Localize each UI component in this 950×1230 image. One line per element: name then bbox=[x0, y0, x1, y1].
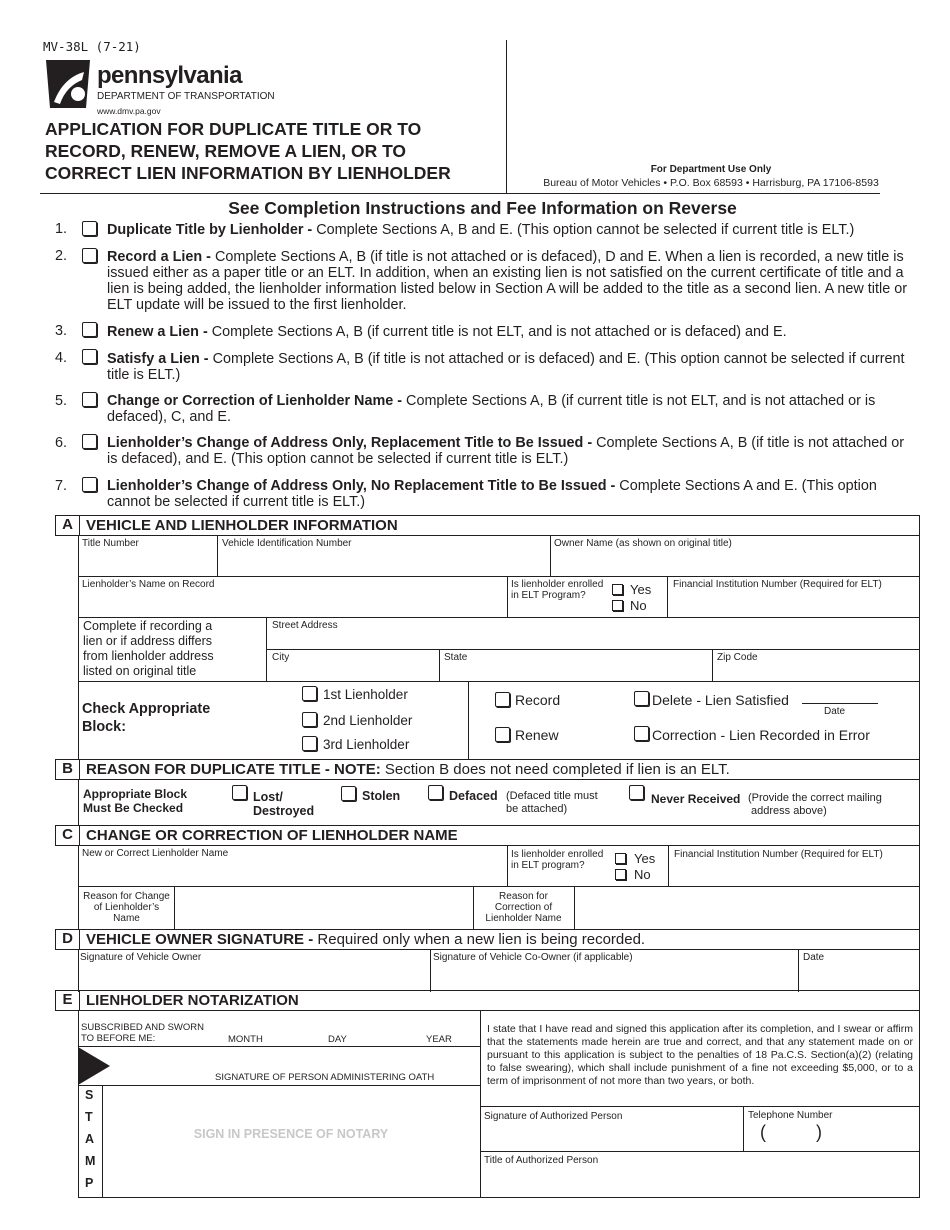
section-c-letter: C bbox=[56, 825, 80, 846]
city-field[interactable] bbox=[267, 663, 438, 680]
stolen-label: Stolen bbox=[362, 789, 401, 803]
lost-destroyed-checkbox[interactable] bbox=[232, 785, 247, 800]
telephone-label: Telephone Number bbox=[748, 1110, 833, 1121]
owner-signature-label: Signature of Vehicle Owner bbox=[80, 952, 202, 963]
oath-signature-label: SIGNATURE OF PERSON ADMINISTERING OATH bbox=[215, 1072, 435, 1083]
owner-name-label: Owner Name (as shown on original title) bbox=[554, 538, 732, 549]
stamp-letter-p: P bbox=[85, 1176, 94, 1190]
never-received-checkbox[interactable] bbox=[629, 785, 644, 800]
option-5-checkbox[interactable] bbox=[82, 392, 97, 407]
street-field[interactable] bbox=[267, 632, 918, 649]
option-2-number: 2. bbox=[55, 248, 68, 264]
third-lienholder-label: 3rd Lienholder bbox=[323, 737, 410, 752]
option-1-checkbox[interactable] bbox=[82, 221, 97, 236]
form-title: APPLICATION FOR DUPLICATE TITLE OR TO RECORD, RENEW, REMOVE A LIEN, OR TO CORRECT LIEN INFORMATION BY LIENHOLDER bbox=[45, 119, 451, 183]
appropriate-block-label: Appropriate Block Must Be Checked bbox=[83, 787, 188, 815]
option-2-text: Record a Lien - Complete Sections A, B (if title is not attached or is defaced), D and E. When a lien is recorded, a new title is issued either as a paper title or an ELT. In addition, when an existing lien is not satisfied on the current certificate of title and a lien is being added, the lienholder information listed below in Section A will be added to the title as a second lien. A new title or ELT update will be issued to the first lienholder. bbox=[107, 249, 907, 313]
first-lienholder-label: 1st Lienholder bbox=[323, 687, 408, 702]
lost-destroyed-label: Lost/ Destroyed bbox=[253, 790, 315, 818]
option-3-text: Renew a Lien - Complete Sections A, B (if current title is not ELT, and is not attached or is defaced) and E. bbox=[107, 324, 787, 340]
state-label: State bbox=[444, 652, 468, 663]
never-received-label: Never Received bbox=[651, 792, 741, 806]
stamp-letter-m: M bbox=[85, 1154, 96, 1168]
elt-no-checkbox-c[interactable] bbox=[615, 869, 626, 880]
brand-name: pennsylvania bbox=[97, 62, 242, 89]
section-b-header bbox=[55, 759, 920, 780]
section-e-title: LIENHOLDER NOTARIZATION bbox=[86, 992, 299, 1009]
check-appropriate-block-label: Check Appropriate Block: bbox=[82, 701, 211, 735]
option-6-text: Lienholder’s Change of Address Only, Replacement Title to Be Issued - Complete Sections A, B (if title is not attached or is defaced), and E. (This option cannot be selected if current title is ELT.) bbox=[107, 435, 905, 467]
day-label: DAY bbox=[328, 1034, 347, 1045]
section-a-letter: A bbox=[56, 515, 80, 536]
stolen-checkbox[interactable] bbox=[341, 786, 356, 801]
instructions-title: See Completion Instructions and Fee Information on Reverse bbox=[228, 198, 737, 218]
lienholder-name-field[interactable] bbox=[79, 591, 506, 617]
elt-question-c: Is lienholder enrolled in ELT program? bbox=[511, 849, 604, 871]
sworn-statement: I state that I have read and signed this application after its completion, and I swear or affirm that the statements made herein are true and correct, and that any statement made on or pursuant to this application is subject to the penalties of 18 Pa.C.S. Section(a)(2) (relating to false swearing), which shall include punishment of a fine not exceeding $5,000, or to a term of imprisonment of not more than two years, or both. bbox=[487, 1023, 913, 1087]
delete-lien-checkbox[interactable] bbox=[634, 691, 649, 706]
authorized-title-label: Title of Authorized Person bbox=[484, 1155, 599, 1166]
first-lienholder-checkbox[interactable] bbox=[302, 686, 317, 701]
option-4-number: 4. bbox=[55, 350, 68, 366]
coowner-signature-label: Signature of Vehicle Co-Owner (if applicable) bbox=[433, 952, 633, 963]
new-lienholder-name-label: New or Correct Lienholder Name bbox=[82, 848, 229, 859]
authorized-title-field[interactable] bbox=[481, 1167, 918, 1196]
department-use-label: For Department Use Only bbox=[650, 164, 772, 175]
record-label: Record bbox=[515, 692, 561, 708]
financial-number-label-c: Financial Institution Number (Required for ELT) bbox=[674, 849, 883, 860]
elt-no-label-a: No bbox=[630, 598, 647, 613]
lienholder-name-label: Lienholder’s Name on Record bbox=[82, 579, 215, 590]
section-c-header bbox=[55, 825, 920, 846]
option-7-text: Lienholder’s Change of Address Only, No Replacement Title to Be Issued - Complete Sections A and E. (This option cannot be selected if current title is ELT.) bbox=[107, 478, 877, 510]
stamp-letter-t: T bbox=[85, 1110, 93, 1124]
financial-number-field-a[interactable] bbox=[668, 591, 918, 617]
elt-question-a: Is lienholder enrolled in ELT Program? bbox=[511, 579, 604, 601]
option-7-checkbox[interactable] bbox=[82, 477, 97, 492]
department-name: DEPARTMENT OF TRANSPORTATION bbox=[97, 91, 275, 102]
new-lienholder-name-field[interactable] bbox=[79, 860, 506, 885]
sworn-label: SUBSCRIBED AND SWORN TO BEFORE ME: bbox=[81, 1022, 204, 1044]
defaced-checkbox[interactable] bbox=[428, 785, 443, 800]
form-id: MV-38L (7-21) bbox=[43, 39, 141, 54]
option-6-number: 6. bbox=[55, 435, 68, 451]
vin-label: Vehicle Identification Number bbox=[222, 538, 352, 549]
delete-date-field[interactable] bbox=[802, 703, 878, 704]
section-d-header bbox=[55, 929, 920, 950]
financial-number-field-c[interactable] bbox=[669, 860, 918, 885]
section-d-letter: D bbox=[56, 929, 80, 950]
department-address: Bureau of Motor Vehicles • P.O. Box 68593 • Harrisburg, PA 17106-8593 bbox=[543, 177, 879, 189]
delete-date-label: Date bbox=[824, 706, 846, 717]
section-a-header bbox=[55, 515, 920, 536]
elt-no-checkbox-a[interactable] bbox=[612, 600, 623, 611]
option-5-number: 5. bbox=[55, 393, 68, 409]
owner-date-field[interactable] bbox=[799, 964, 918, 990]
reason-change-label: Reason for Change of Lienholder’s Name bbox=[83, 891, 170, 924]
option-4-checkbox[interactable] bbox=[82, 349, 97, 364]
section-e-header bbox=[55, 990, 920, 1011]
state-field[interactable] bbox=[440, 663, 711, 680]
year-label: YEAR bbox=[426, 1034, 452, 1045]
option-3-number: 3. bbox=[55, 323, 68, 339]
option-1-text: Duplicate Title by Lienholder - Complete Sections A, B and E. (This option cannot be selected if current title is ELT.) bbox=[107, 222, 855, 238]
zip-label: Zip Code bbox=[717, 652, 758, 663]
section-e-letter: E bbox=[56, 990, 80, 1011]
section-b-letter: B bbox=[56, 759, 80, 780]
financial-number-label-a: Financial Institution Number (Required for ELT) bbox=[673, 579, 882, 590]
arrow-icon bbox=[78, 1047, 112, 1085]
section-b-title: REASON FOR DUPLICATE TITLE - NOTE: Section B does not need completed if lien is an ELT. bbox=[86, 761, 730, 778]
street-label: Street Address bbox=[272, 620, 338, 631]
correction-lien-checkbox[interactable] bbox=[634, 726, 649, 741]
elt-yes-label-c: Yes bbox=[634, 851, 656, 866]
option-5-text: Change or Correction of Lienholder Name - Complete Sections A, B (if current title is not ELT, and is not attached or is defaced), C, and E. bbox=[107, 393, 876, 425]
section-c-title: CHANGE OR CORRECTION OF LIENHOLDER NAME bbox=[86, 827, 458, 844]
correction-lien-label: Correction - Lien Recorded in Error bbox=[652, 727, 870, 743]
option-7-number: 7. bbox=[55, 478, 68, 494]
delete-lien-label: Delete - Lien Satisfied bbox=[652, 692, 789, 708]
renew-label: Renew bbox=[515, 727, 559, 743]
elt-yes-checkbox-c[interactable] bbox=[615, 853, 626, 864]
oath-signature-field[interactable] bbox=[112, 1048, 478, 1070]
never-received-note: (Provide the correct mailing address above) bbox=[748, 792, 882, 817]
notary-instruction: SIGN IN PRESENCE OF NOTARY bbox=[193, 1127, 389, 1141]
option-2-checkbox[interactable] bbox=[82, 248, 97, 263]
authorized-signature-field[interactable] bbox=[481, 1123, 742, 1150]
website: www.dmv.pa.gov bbox=[97, 106, 161, 116]
elt-yes-checkbox-a[interactable] bbox=[612, 584, 623, 595]
zip-field[interactable] bbox=[713, 663, 918, 680]
owner-date-label: Date bbox=[803, 952, 825, 963]
second-lienholder-checkbox[interactable] bbox=[302, 712, 317, 727]
reason-correction-field[interactable] bbox=[575, 887, 918, 929]
record-checkbox[interactable] bbox=[495, 692, 510, 707]
second-lienholder-label: 2nd Lienholder bbox=[323, 713, 413, 728]
option-6-checkbox[interactable] bbox=[82, 434, 97, 449]
option-3-checkbox[interactable] bbox=[82, 322, 97, 337]
reason-correction-label: Reason for Correction of Lienholder Name bbox=[485, 891, 562, 924]
title-number-field[interactable] bbox=[79, 550, 216, 576]
elt-yes-label-a: Yes bbox=[630, 582, 652, 597]
vin-field[interactable] bbox=[218, 550, 549, 576]
reason-change-field[interactable] bbox=[175, 887, 472, 929]
stamp-letter-a: A bbox=[85, 1132, 95, 1146]
city-label: City bbox=[272, 652, 290, 663]
option-1-number: 1. bbox=[55, 221, 68, 237]
telephone-field[interactable]: ( ) bbox=[760, 1122, 822, 1142]
renew-checkbox[interactable] bbox=[495, 727, 510, 742]
month-label: MONTH bbox=[228, 1034, 263, 1045]
owner-name-field[interactable] bbox=[551, 550, 918, 576]
elt-no-label-c: No bbox=[634, 867, 651, 882]
section-a-title: VEHICLE AND LIENHOLDER INFORMATION bbox=[86, 517, 398, 534]
stamp-letter-s: S bbox=[85, 1088, 94, 1102]
title-number-label: Title Number bbox=[82, 538, 139, 549]
address-note: Complete if recording a lien or if address differs from lienholder address listed on original title bbox=[83, 619, 214, 678]
owner-signature-field[interactable] bbox=[79, 964, 429, 990]
section-d-title: VEHICLE OWNER SIGNATURE - Required only when a new lien is being recorded. bbox=[86, 931, 646, 948]
authorized-signature-label: Signature of Authorized Person bbox=[484, 1111, 623, 1122]
option-4-text: Satisfy a Lien - Complete Sections A, B (if title is not attached or is defaced) and E. (This option cannot be selected if current title is ELT.) bbox=[107, 351, 905, 383]
third-lienholder-checkbox[interactable] bbox=[302, 736, 317, 751]
defaced-label: Defaced bbox=[449, 789, 498, 803]
defaced-note: (Defaced title must be attached) bbox=[506, 790, 598, 815]
coowner-signature-field[interactable] bbox=[431, 964, 797, 990]
penndot-keystone-logo bbox=[44, 60, 92, 108]
